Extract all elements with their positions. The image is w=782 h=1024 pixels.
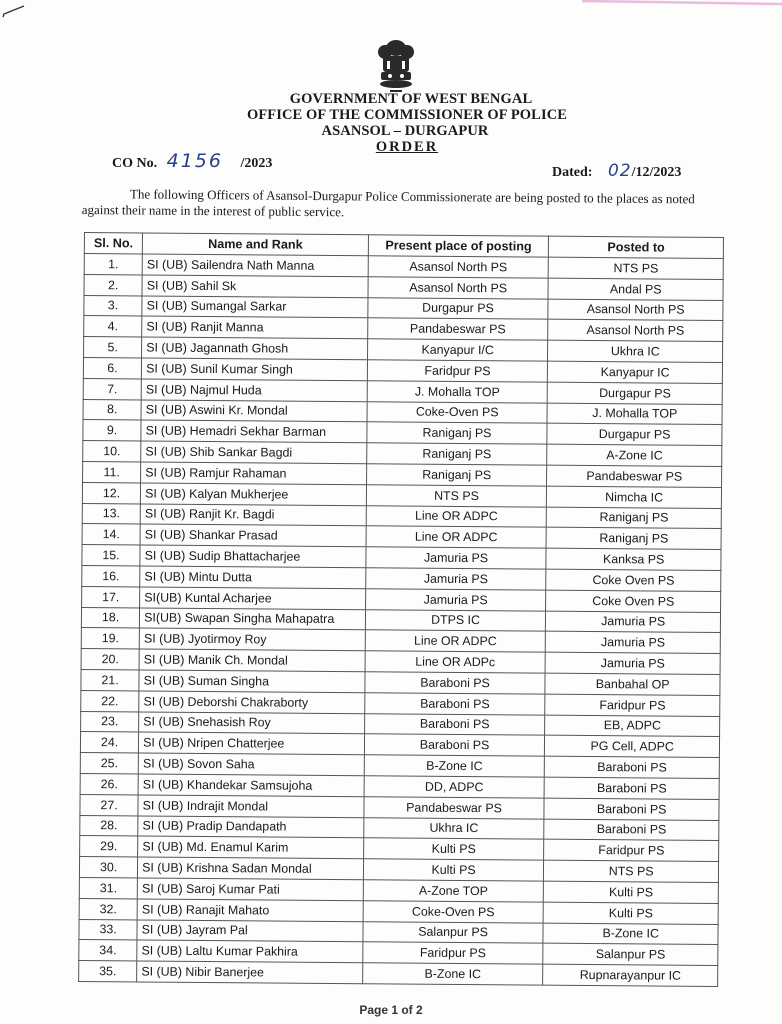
- posted-to-cell: Baraboni PS: [545, 756, 720, 778]
- present-posting-cell: Baraboni PS: [364, 734, 545, 756]
- header-name-rank: Name and Rank: [143, 233, 369, 256]
- posted-to-cell: Durgapur PS: [548, 382, 723, 404]
- posted-to-cell: Rupnarayanpur IC: [543, 964, 718, 986]
- present-posting-cell: Kulti PS: [363, 859, 544, 881]
- posted-to-cell: Kulti PS: [544, 881, 719, 903]
- sl-no-cell: 34.: [79, 940, 137, 961]
- sl-no-cell: 15.: [82, 545, 140, 566]
- posted-to-cell: Coke Oven PS: [546, 569, 721, 591]
- sl-no-cell: 18.: [81, 607, 139, 628]
- dated-label: Dated:: [552, 165, 593, 180]
- posted-to-cell: NTS PS: [544, 860, 719, 882]
- posted-to-cell: Kanyapur IC: [548, 361, 723, 383]
- name-rank-cell: SI (UB) Najmul Huda: [141, 379, 367, 402]
- present-posting-cell: B-Zone IC: [362, 963, 543, 985]
- sl-no-cell: 29.: [80, 836, 138, 857]
- name-rank-cell: SI (UB) Suman Singha: [139, 670, 365, 693]
- national-emblem-icon: [373, 38, 419, 96]
- sl-no-cell: 33.: [79, 919, 137, 940]
- present-posting-cell: Jamuria PS: [365, 588, 546, 610]
- order-title: ORDER: [375, 139, 439, 155]
- posted-to-cell: Pandabeswar PS: [547, 465, 722, 487]
- present-posting-cell: Ukhra IC: [363, 817, 544, 839]
- name-rank-cell: SI (UB) Sahil Sk: [142, 275, 368, 298]
- sl-no-cell: 4.: [84, 316, 142, 337]
- posted-to-cell: Ukhra IC: [548, 340, 723, 362]
- sl-no-cell: 14.: [82, 524, 140, 545]
- sl-no-cell: 30.: [79, 857, 137, 878]
- dated-month-year: /12/2023: [631, 165, 682, 180]
- present-posting-cell: Raniganj PS: [367, 422, 548, 444]
- name-rank-cell: SI (UB) Sumangal Sarkar: [142, 296, 368, 319]
- posting-table: [78, 232, 724, 987]
- page-number: Page 1 of 2: [359, 1003, 423, 1017]
- name-rank-cell: SI (UB) Ranjit Kr. Bagdi: [140, 504, 366, 527]
- posted-to-cell: Asansol North PS: [548, 299, 723, 321]
- posted-to-cell: Asansol North PS: [548, 320, 723, 342]
- present-posting-cell: J. Mohalla TOP: [367, 381, 548, 403]
- present-posting-cell: Coke-Oven PS: [363, 900, 544, 922]
- present-posting-cell: Line OR ADPc: [365, 651, 546, 673]
- posted-to-cell: Faridpur PS: [545, 694, 720, 716]
- sl-no-cell: 23.: [81, 711, 139, 732]
- name-rank-cell: SI (UB) Sudip Bhattacharjee: [140, 545, 366, 568]
- sl-no-cell: 12.: [82, 482, 140, 503]
- name-rank-cell: SI (UB) Aswini Kr. Mondal: [141, 400, 367, 423]
- sl-no-cell: 21.: [81, 669, 139, 690]
- present-posting-cell: Kanyapur I/C: [367, 339, 548, 361]
- sl-no-cell: 3.: [84, 295, 142, 316]
- present-posting-cell: Kulti PS: [363, 838, 544, 860]
- present-posting-cell: Faridpur PS: [367, 360, 548, 382]
- name-rank-cell: SI (UB) Sailendra Nath Manna: [142, 254, 368, 277]
- present-posting-cell: Baraboni PS: [364, 713, 545, 735]
- present-posting-cell: DD, ADPC: [364, 776, 545, 798]
- name-rank-cell: SI (UB) Pradip Dandapath: [138, 815, 364, 838]
- sl-no-cell: 28.: [80, 815, 138, 836]
- co-number-line: [112, 150, 272, 172]
- location-title: ASANSOL – DURGAPUR: [321, 123, 489, 139]
- dated-line: [552, 161, 681, 181]
- present-posting-cell: Pandabeswar PS: [364, 796, 545, 818]
- present-posting-cell: Pandabeswar PS: [367, 318, 548, 340]
- present-posting-cell: Jamuria PS: [366, 547, 547, 569]
- present-posting-cell: Raniganj PS: [366, 443, 547, 465]
- present-posting-cell: Line OR ADPC: [365, 630, 546, 652]
- name-rank-cell: SI (UB) Md. Enamul Karim: [138, 836, 364, 859]
- posted-to-cell: Jamuria PS: [546, 611, 721, 633]
- table-body: [79, 254, 724, 987]
- sl-no-cell: 8.: [83, 399, 141, 420]
- sl-no-cell: 26.: [80, 773, 138, 794]
- posted-to-cell: PG Cell, ADPC: [545, 735, 720, 757]
- name-rank-cell: SI (UB) Shib Sankar Bagdi: [141, 441, 367, 464]
- present-posting-cell: Jamuria PS: [365, 568, 546, 590]
- present-posting-cell: A-Zone TOP: [363, 880, 544, 902]
- sl-no-cell: 31.: [79, 877, 137, 898]
- posted-to-cell: J. Mohalla TOP: [547, 403, 722, 425]
- posted-to-cell: Baraboni PS: [544, 777, 719, 799]
- name-rank-cell: SI (UB) Kalyan Mukherjee: [141, 483, 367, 506]
- present-posting-cell: Asansol North PS: [368, 277, 549, 299]
- sl-no-cell: 9.: [83, 420, 141, 441]
- co-label: CO No.: [112, 156, 158, 171]
- highlighter-mark: [582, 0, 782, 8]
- header-posted-to: Posted to: [549, 236, 724, 258]
- name-rank-cell: SI (UB) Saroj Kumar Pati: [137, 878, 363, 901]
- sl-no-cell: 32.: [79, 898, 137, 919]
- present-posting-cell: NTS PS: [366, 484, 547, 506]
- sl-no-cell: 13.: [82, 503, 140, 524]
- name-rank-cell: SI (UB) Nripen Chatterjee: [139, 732, 365, 755]
- sl-no-cell: 19.: [81, 628, 139, 649]
- present-posting-cell: DTPS IC: [365, 609, 546, 631]
- name-rank-cell: SI (UB) Manik Ch. Mondal: [139, 649, 365, 672]
- name-rank-cell: SI (UB) Sovon Saha: [138, 753, 364, 776]
- name-rank-cell: SI (UB) Mintu Dutta: [140, 566, 366, 589]
- sl-no-cell: 7.: [83, 378, 141, 399]
- present-posting-cell: Coke-Oven PS: [367, 401, 548, 423]
- pen-stroke-mark: [2, 4, 26, 18]
- present-posting-cell: Line OR ADPC: [366, 505, 547, 527]
- posted-to-cell: Andal PS: [548, 278, 723, 300]
- name-rank-cell: SI (UB) Hemadri Sekhar Barman: [141, 420, 367, 443]
- posted-to-cell: Kanksa PS: [546, 548, 721, 570]
- government-title: GOVERNMENT OF WEST BENGAL: [289, 91, 533, 107]
- sl-no-cell: 16.: [82, 565, 140, 586]
- present-posting-cell: Raniganj PS: [366, 464, 547, 486]
- posted-to-cell: Coke Oven PS: [546, 590, 721, 612]
- posted-to-cell: Banbahal OP: [545, 673, 720, 695]
- name-rank-cell: SI (UB) Jyotirmoy Roy: [139, 628, 365, 651]
- sl-no-cell: 17.: [82, 586, 140, 607]
- sl-no-cell: 6.: [83, 357, 141, 378]
- sl-no-cell: 2.: [84, 274, 142, 295]
- name-rank-cell: SI (UB) Jayram Pal: [137, 919, 363, 942]
- sl-no-cell: 10.: [83, 441, 141, 462]
- posted-to-cell: Jamuria PS: [545, 652, 720, 674]
- name-rank-cell: SI (UB) Krishna Sadan Mondal: [138, 857, 364, 880]
- sl-no-cell: 24.: [80, 732, 138, 753]
- present-posting-cell: B-Zone IC: [364, 755, 545, 777]
- posted-to-cell: Faridpur PS: [544, 839, 719, 861]
- sl-no-cell: 22.: [81, 690, 139, 711]
- dated-day-handwritten: 02: [607, 161, 632, 181]
- name-rank-cell: SI (UB) Indrajit Mondal: [138, 795, 364, 818]
- name-rank-cell: SI (UB) Ranajit Mahato: [137, 899, 363, 922]
- posted-to-cell: EB, ADPC: [545, 715, 720, 737]
- name-rank-cell: SI (UB) Jagannath Ghosh: [142, 337, 368, 360]
- sl-no-cell: 11.: [83, 461, 141, 482]
- posted-to-cell: Salanpur PS: [543, 943, 718, 965]
- sl-no-cell: 20.: [81, 649, 139, 670]
- name-rank-cell: SI (UB) Khandekar Samsujoha: [138, 774, 364, 797]
- table-row: [79, 961, 718, 987]
- posted-to-cell: Raniganj PS: [546, 528, 721, 550]
- intro-paragraph: The following Officers of Asansol-Durgapur Police Commissionerate are being posted to the places as noted against their name in the interest of public service.: [81, 186, 695, 220]
- sl-no-cell: 25.: [80, 753, 138, 774]
- present-posting-cell: Salanpur PS: [363, 921, 544, 943]
- header-sl-no: Sl. No.: [84, 233, 142, 254]
- header-present-posting: Present place of posting: [368, 235, 549, 257]
- present-posting-cell: Baraboni PS: [364, 692, 545, 714]
- name-rank-cell: SI (UB) Deborshi Chakraborty: [139, 691, 365, 714]
- posted-to-cell: Raniganj PS: [547, 507, 722, 529]
- name-rank-cell: SI (UB) Snehasish Roy: [139, 711, 365, 734]
- posted-to-cell: Durgapur PS: [547, 424, 722, 446]
- office-title: OFFICE OF THE COMMISSIONER OF POLICE: [246, 107, 568, 123]
- posted-to-cell: Baraboni PS: [544, 819, 719, 841]
- posted-to-cell: NTS PS: [549, 257, 724, 279]
- posted-to-cell: Jamuria PS: [546, 631, 721, 653]
- posted-to-cell: Kulti PS: [544, 902, 719, 924]
- name-rank-cell: SI (UB) Nibir Banerjee: [137, 961, 363, 984]
- present-posting-cell: Baraboni PS: [365, 672, 546, 694]
- name-rank-cell: SI (UB) Laltu Kumar Pakhira: [137, 940, 363, 963]
- posted-to-cell: Baraboni PS: [544, 798, 719, 820]
- posted-to-cell: A-Zone IC: [547, 444, 722, 466]
- sl-no-cell: 5.: [84, 337, 142, 358]
- sl-no-cell: 35.: [79, 961, 137, 982]
- co-number-handwritten: 4156: [166, 150, 223, 172]
- sl-no-cell: 1.: [84, 254, 142, 275]
- present-posting-cell: Faridpur PS: [363, 942, 544, 964]
- present-posting-cell: Line OR ADPC: [366, 526, 547, 548]
- name-rank-cell: SI(UB) Swapan Singha Mahapatra: [140, 607, 366, 630]
- posted-to-cell: Nimcha IC: [547, 486, 722, 508]
- name-rank-cell: SI (UB) Ramjur Rahaman: [141, 462, 367, 485]
- name-rank-cell: SI(UB) Kuntal Acharjee: [140, 587, 366, 610]
- sl-no-cell: 27.: [80, 794, 138, 815]
- present-posting-cell: Durgapur PS: [368, 297, 549, 319]
- posted-to-cell: B-Zone IC: [543, 923, 718, 945]
- name-rank-cell: SI (UB) Sunil Kumar Singh: [142, 358, 368, 381]
- name-rank-cell: SI (UB) Shankar Prasad: [140, 524, 366, 547]
- name-rank-cell: SI (UB) Ranjit Manna: [142, 316, 368, 339]
- present-posting-cell: Asansol North PS: [368, 256, 549, 278]
- co-year: /2023: [240, 156, 273, 171]
